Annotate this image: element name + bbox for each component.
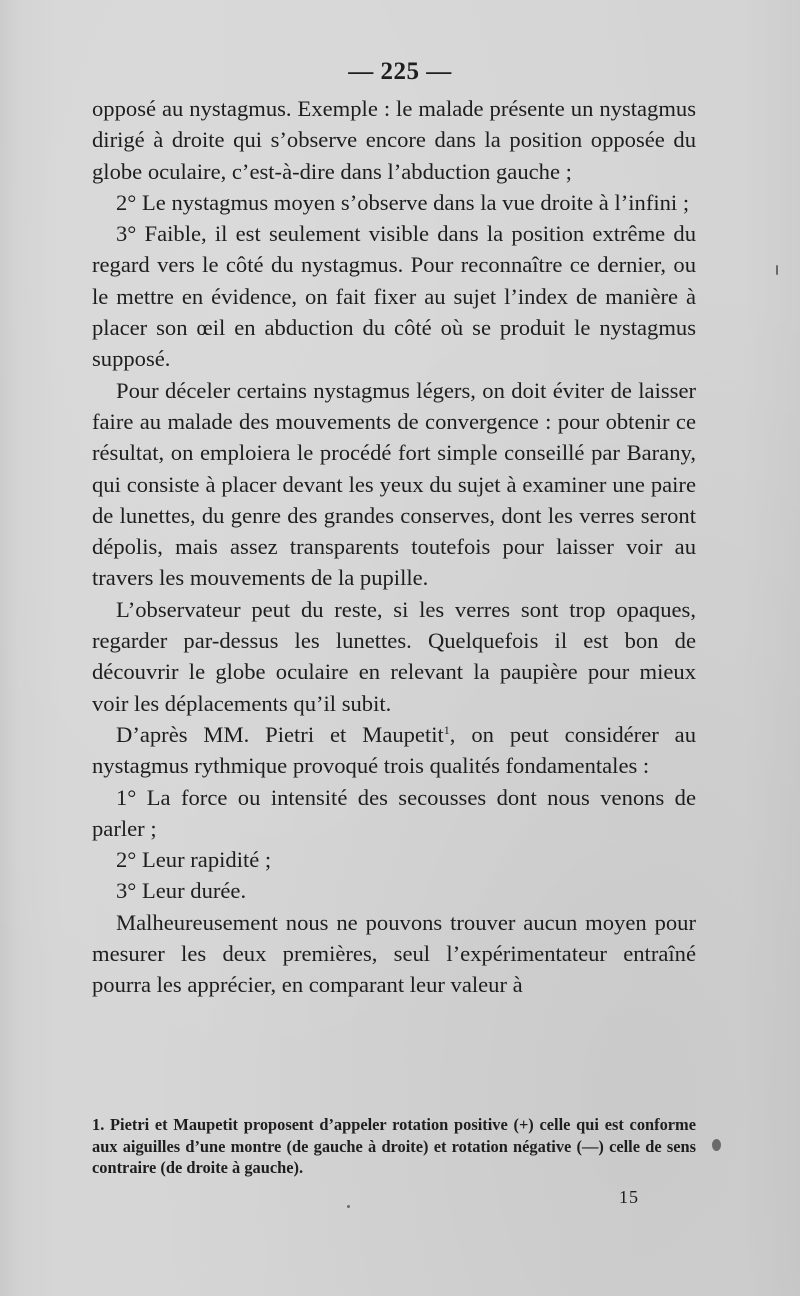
ink-speck [347,1205,350,1208]
paragraph-7: 1° La force ou intensité des secousses dont nous venons de parler ; [92,784,696,841]
paragraph-8: 2° Leur rapidité ; [116,847,272,873]
ink-speck [712,1139,721,1151]
footnote-text: 1. Pietri et Maupetit proposent d’appeler rotation positive (+) celle qui est conforme aux aiguilles d’une montre (de gauche à droite) et rotation négative (—) celle de sens contraire (de droite à gauche). [92,1115,696,1177]
body-text [92,93,696,1001]
ref-paragraph-before: D’après MM. Pietri et Maupetit [116,721,444,747]
ink-speck [776,265,778,275]
footnote [92,1114,696,1179]
ref-paragraph-after: , on peut considérer au nystagmus rythmique provoqué trois qualités fondamentales : [92,721,696,779]
page-number-header: — 225 — [348,58,452,85]
paragraph-10: Malheureusement nous ne pouvons trouver aucun moyen pour mesurer les deux premières, seul l’expérimentateur entraîné pourra les apprécier, en comparant leur valeur à [92,909,696,998]
paragraph-3: 3° Faible, il est seulement visible dans la position extrême du regard vers le côté du nystagmus. Pour reconnaître ce dernier, ou le mettre en évidence, on fait fixer au sujet l’index de manière à placer son œil en abduction du côté où se produit le nystagmus supposé. [92,221,696,372]
paragraph-5: L’observateur peut du reste, si les verres sont trop opaques, regarder par-dessus les lunettes. Quelquefois il est bon de découvrir le globe oculaire en relevant la paupière pour mieux voir les déplacements qu’il subit. [92,596,696,716]
signature-mark: 15 [619,1187,639,1207]
paragraph-4: Pour déceler certains nystagmus légers, on doit éviter de laisser faire au malade des mouvements de convergence : pour obtenir ce résultat, on emploiera le procédé fort simple conseillé par Barany, qui consiste à placer devant les yeux du sujet à examiner une paire de lunettes, du genre des grandes conserves, dont les verres seront dépolis, mais assez transparents toutefois pour laisser voir au travers les mouvements de la pupille. [92,377,696,591]
paragraph-1: opposé au nystagmus. Exemple : le malade présente un nystagmus dirigé à droite qui s’observe encore dans la position opposée du globe oculaire, c’est-à-dire dans l’abduction gauche ; [92,96,696,184]
paragraph-2: 2° Le nystagmus moyen s’observe dans la vue droite à l’infini ; [116,189,690,215]
footnote-reference-marker[interactable]: 1 [443,722,450,737]
paragraph-9: 3° Leur durée. [116,878,247,904]
paragraph-6-with-reference [92,719,696,782]
